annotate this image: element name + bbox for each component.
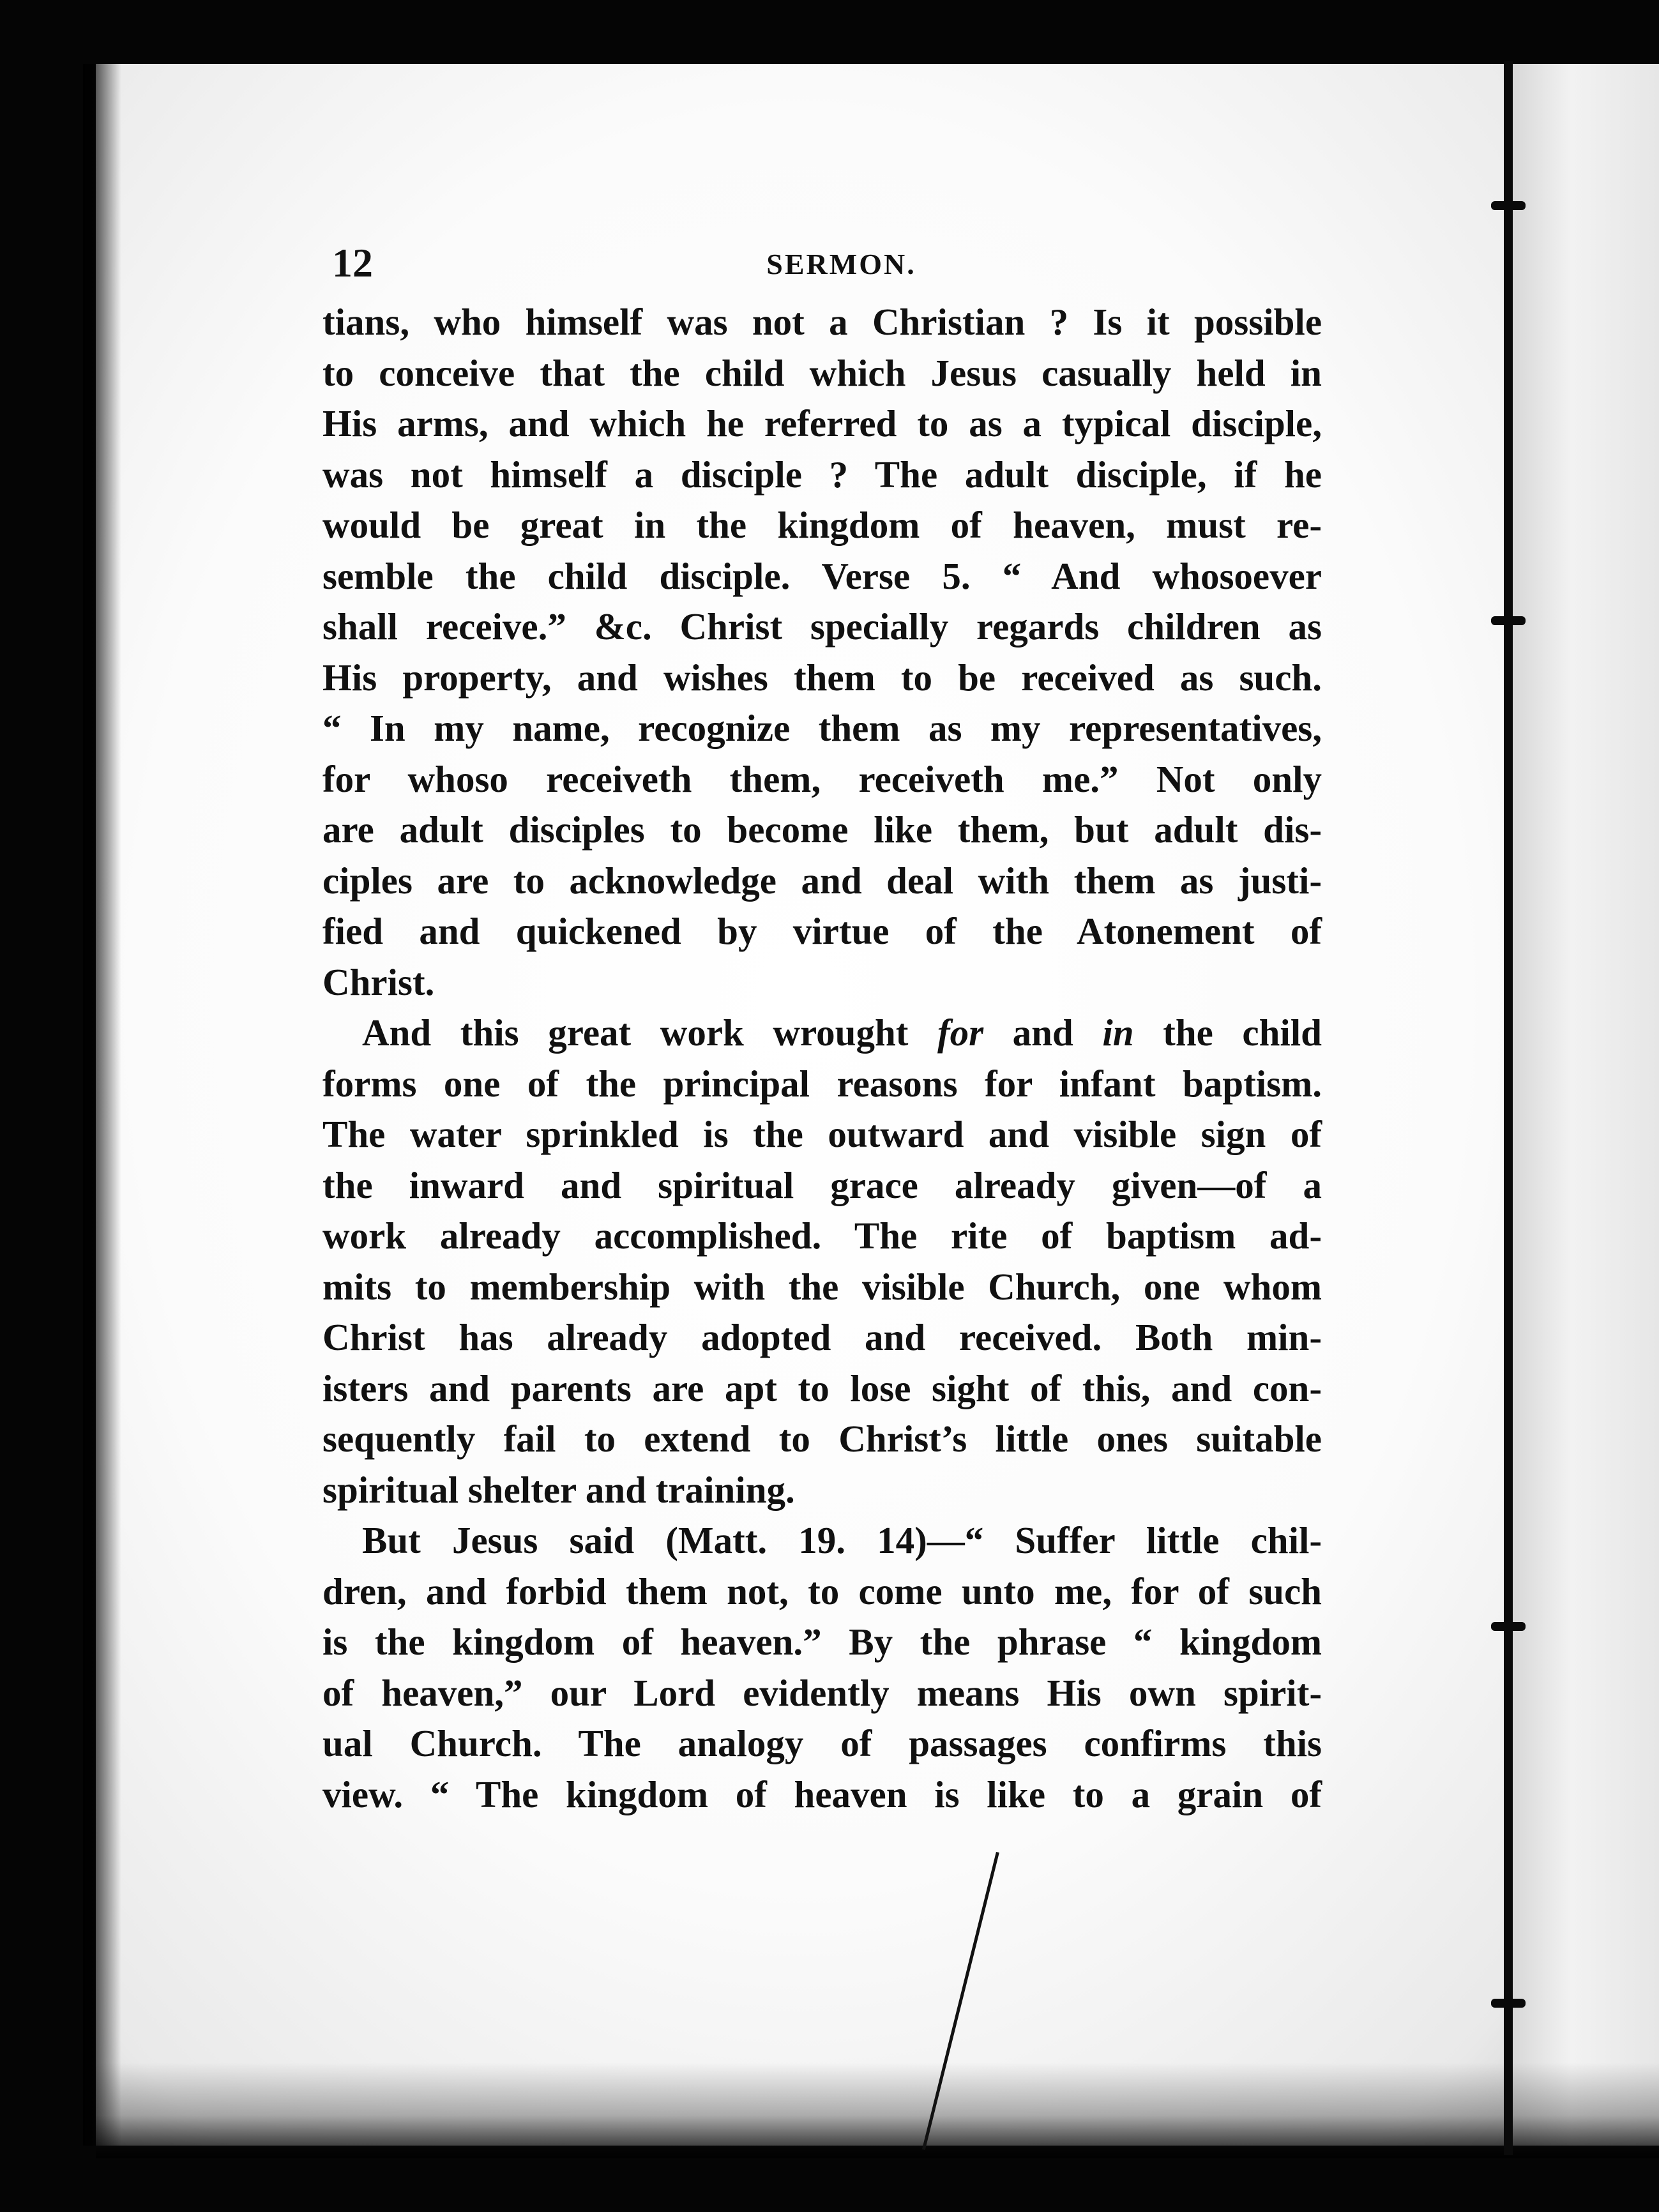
page-shadow-bottom xyxy=(96,2063,1659,2158)
page-number: 12 xyxy=(332,240,373,285)
running-head xyxy=(322,239,1322,297)
text-line: of heaven,” our Lord evidently means His own spirit- xyxy=(322,1671,1322,1714)
emphasis-in: in xyxy=(1102,1011,1134,1054)
page-shadow-left xyxy=(83,64,121,2146)
facing-page-edge xyxy=(1513,64,1659,2146)
text-line: to conceive that the child which Jesus casually held in xyxy=(322,351,1322,394)
text-fragment: And this great work wrought xyxy=(362,1011,937,1054)
text-line: dren, and forbid them not, to come unto me, for of such xyxy=(322,1570,1322,1612)
paragraph-1 xyxy=(322,297,1322,1008)
text-line: sequently fail to extend to Christ’s little ones suitable xyxy=(322,1418,1322,1460)
text-line: shall receive.” &c. Christ specially regards children as xyxy=(322,605,1322,648)
text-line: “ In my name, recognize them as my representatives, xyxy=(322,707,1322,749)
book-spine xyxy=(1504,61,1513,2155)
text-line: The water sprinkled is the outward and visible sign of xyxy=(322,1113,1322,1155)
text-line: Christ has already adopted and received. Both min- xyxy=(322,1316,1322,1358)
text-line-with-emphasis xyxy=(322,1008,1322,1059)
text-line: tians, who himself was not a Christian ? Is it possible xyxy=(322,301,1322,343)
text-line: semble the child disciple. Verse 5. “ And whosoever xyxy=(322,554,1322,597)
paragraph-3 xyxy=(322,1515,1322,1820)
spine-mark xyxy=(1491,201,1526,210)
text-line: Christ. xyxy=(322,960,435,1003)
text-fragment: the child xyxy=(1133,1011,1322,1054)
text-line: But Jesus said (Matt. 19. 14)—“ Suffer little chil- xyxy=(362,1519,1322,1561)
page-text-block xyxy=(322,239,1322,1820)
text-line: would be great in the kingdom of heaven, must re- xyxy=(322,504,1322,546)
text-line: fied and quickened by virtue of the Atonement of xyxy=(322,910,1322,952)
text-line: ual Church. The analogy of passages confirms this xyxy=(322,1722,1322,1764)
text-line: for whoso receiveth them, receiveth me.” Not only xyxy=(322,757,1322,800)
text-line: ciples are to acknowledge and deal with them as justi- xyxy=(322,859,1322,902)
text-line: work already accomplished. The rite of baptism ad- xyxy=(322,1215,1322,1257)
text-line: isters and parents are apt to lose sight of this, and con- xyxy=(322,1367,1322,1409)
text-line: view. “ The kingdom of heaven is like to a grain of xyxy=(322,1773,1322,1815)
text-line: forms one of the principal reasons for infant baptism. xyxy=(322,1062,1322,1105)
text-fragment: and xyxy=(983,1011,1103,1054)
text-line: His arms, and which he referred to as a typical disciple, xyxy=(322,402,1322,444)
running-title: SERMON. xyxy=(766,248,916,280)
spine-mark xyxy=(1491,616,1526,625)
body-text xyxy=(322,297,1322,1820)
text-line: are adult disciples to become like them, but adult dis- xyxy=(322,808,1322,851)
emphasis-for: for xyxy=(937,1011,984,1054)
text-line: was not himself a disciple ? The adult disciple, if he xyxy=(322,453,1322,496)
text-line: His property, and wishes them to be received as such. xyxy=(322,656,1322,699)
text-line: spiritual shelter and training. xyxy=(322,1468,795,1511)
paragraph-2 xyxy=(322,1008,1322,1515)
spine-mark xyxy=(1491,1622,1526,1631)
text-line: is the kingdom of heaven.” By the phrase “ kingdom xyxy=(322,1621,1322,1663)
text-line: mits to membership with the visible Church, one whom xyxy=(322,1265,1322,1308)
spine-mark xyxy=(1491,1999,1526,2008)
text-line: the inward and spiritual grace already given—of a xyxy=(322,1163,1322,1206)
